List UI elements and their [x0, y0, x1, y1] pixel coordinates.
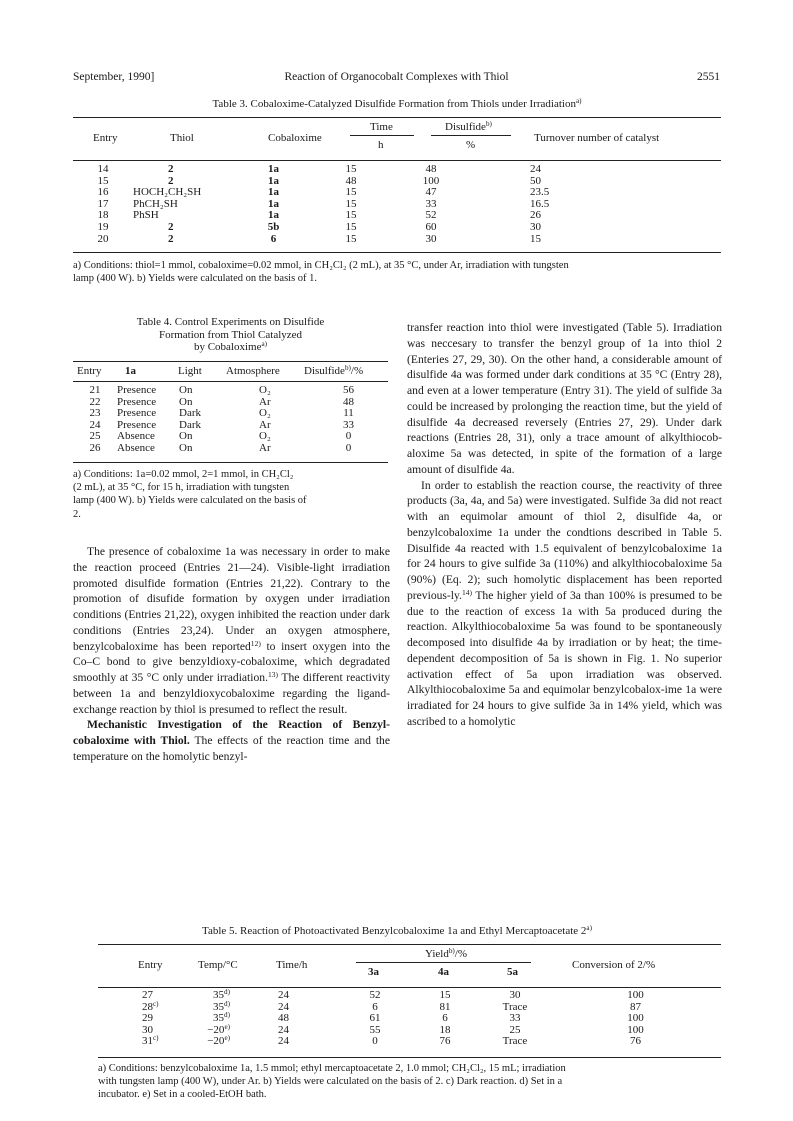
table5-cell-temp-value: −20	[207, 1023, 225, 1036]
table3-cell-time: 15	[345, 209, 357, 222]
table3-footnote-line2: lamp (400 W). b) Yields were calculated on the basis of 1.	[73, 273, 318, 285]
table4-caption-line2: Formation from Thiol Catalyzed	[158, 328, 303, 341]
table5-cell-3a: 52	[369, 989, 381, 1001]
table3-unit-percent: %	[466, 139, 476, 151]
table3-unit-h: h	[378, 139, 384, 151]
table5-cell-5a: 33	[509, 1012, 521, 1025]
table5-subheader-5a: 5a	[507, 966, 518, 978]
table4-caption-note: a)	[261, 340, 268, 348]
table3-header-thiol: Thiol	[170, 132, 194, 144]
table4-caption-line1: Table 4. Control Experiments on Disulfide	[136, 316, 325, 328]
table3-cell-cobaloxime: 5b	[267, 220, 280, 233]
table3-cell-turnover: 23.5	[530, 186, 550, 199]
table4-cell-atmosphere: O₂	[259, 384, 271, 396]
table3-cell-thiol: 2	[168, 220, 174, 233]
table3-cell-turnover: 30	[530, 220, 541, 233]
table5-cell-temp-value: 35	[213, 1000, 225, 1013]
table4-footnote-line4: 2.	[73, 508, 81, 520]
table4-cell-atmosphere: Ar	[259, 441, 271, 454]
table3-cell-disulfide: 48	[425, 163, 437, 175]
table4-cell-entry: 23	[89, 407, 101, 420]
table5-cell-temp-value: −20	[207, 1035, 225, 1048]
table4-top-rule	[73, 361, 388, 362]
table5-bottom-rule	[98, 1057, 721, 1058]
table5-caption-text: Table 5. Reaction of Photoactivated Benzylcobaloxime 1a and Ethyl Mercaptoacetate 2	[202, 925, 587, 937]
table3-cell-time: 15	[345, 197, 357, 210]
table4-header	[73, 365, 388, 379]
table5-cell-entry	[98, 999, 178, 1014]
table4-cell-1a: Presence	[117, 384, 157, 396]
table5-body	[98, 990, 721, 1048]
table3-bottom-rule	[73, 252, 721, 253]
table5-cell-conversion: 100	[627, 1023, 644, 1036]
table5-header	[98, 946, 721, 986]
table5-cell-time: 24	[278, 1000, 289, 1013]
table5-cell-entry-value: 27	[142, 989, 153, 1001]
table4-cell-disulfide: 0	[345, 441, 352, 454]
table5-cell-3a: 55	[369, 1023, 381, 1036]
table5-header-yield-note: b)	[448, 947, 455, 955]
table5-cell-conversion: 76	[630, 1035, 641, 1048]
table5-cell-5a: Trace	[502, 1035, 528, 1048]
table5-header-temp: Temp/°C	[198, 959, 238, 971]
table5-cell-5a: 25	[509, 1023, 521, 1036]
table4-header-disulfide: Disulfide	[304, 365, 345, 377]
table3-cell-time: 15	[345, 220, 357, 233]
table4-cell-atmosphere: O₂	[259, 407, 271, 420]
table5-row	[98, 1025, 721, 1037]
table5-cell-entry	[98, 1013, 178, 1025]
table3-cell-disulfide: 52	[425, 209, 437, 222]
table4-cell-disulfide: 33	[343, 418, 354, 431]
page-number: 2551	[697, 71, 720, 83]
table5-cell-5a: 30	[509, 989, 521, 1001]
table5-cell-4a: 76	[439, 1035, 451, 1048]
table4-cell-disulfide: 0	[345, 430, 352, 443]
table3-cell-time: 15	[345, 163, 357, 175]
table3-cell-entry: 16	[97, 186, 109, 199]
table3-header-turnover: Turnover number of catalyst	[534, 132, 660, 144]
table3-header-disulfide	[445, 121, 492, 133]
left-paragraph-1-part2: to insert oxygen into the Co–C bond to give benzyldioxy-cobaloxime, which degradated smoothly at 35 °C only under irradiation.	[73, 639, 390, 684]
table3-cell-entry: 14	[97, 163, 109, 175]
table3-cell-time: 15	[345, 186, 357, 199]
table4-header-unit: /%	[350, 365, 364, 377]
table4-footnote	[73, 468, 393, 521]
table5-cell-temp-value: 35	[213, 1012, 225, 1025]
table5-row	[98, 1036, 721, 1048]
table3-cell-disulfide: 47	[425, 186, 437, 199]
table3-cell-thiol: 2	[168, 232, 174, 245]
table5-caption-note: a)	[586, 924, 592, 932]
table5-cell-conversion: 100	[627, 1012, 644, 1025]
table4-cell-1a: Presence	[117, 418, 157, 431]
table4-caption	[73, 316, 388, 354]
table3-cell-thiol: PhSH	[133, 209, 159, 222]
table3-cell-disulfide: 100	[422, 174, 440, 187]
table5-cell-entry	[98, 990, 178, 1002]
table4-cell-1a: Absence	[117, 441, 155, 454]
table5-cell-time: 24	[278, 989, 289, 1001]
table4-header-entry: Entry	[77, 365, 102, 377]
table3-cell-disulfide: 30	[425, 232, 437, 245]
right-paragraph-1: transfer reaction into thiol were investigated (Table 5). Irradiation was neccesary to transfer the benzyl group of 1a into thiol 2 (Enteries 27, 29, 30). On the other hand, a considerable amount of disulfide 4a was formed under dark conditions at 35 °C (Entry 28), and even at a lower temperature (Entry 31). The yield of sulfide 3a could be increased by prolonging the reaction time, but the yield of disulfide 4a decreased reversely (Entries 27, 29). Under dark reactions (Entries 28, 31), only a trace amount of alkylthiocob-aloxime 5a was detected, in spite of the formation of a large amount of disulfide 4a.	[407, 321, 722, 476]
table5-cell-entry-note: c)	[153, 1034, 159, 1043]
table4-cell-1a: Presence	[117, 395, 157, 408]
table3-cell-entry: 20	[97, 232, 109, 245]
table3-footnote	[73, 259, 733, 285]
table3-mid-rule	[73, 160, 721, 161]
table3-cell-time: 15	[345, 232, 357, 245]
table4-cell-disulfide: 11	[343, 407, 354, 420]
table5-cell-entry-value: 29	[142, 1012, 153, 1025]
table5-yield-rule	[356, 962, 531, 963]
table4-cell-disulfide: 48	[343, 395, 354, 408]
table3-cell-cobaloxime: 1a	[268, 163, 279, 175]
table3-header-entry: Entry	[93, 132, 118, 144]
table3-header-time: Time	[370, 121, 393, 133]
table4-header-atmosphere: Atmosphere	[226, 365, 280, 377]
table4-caption-line3: by Cobaloxime	[193, 341, 262, 353]
table3-disulfide-rule	[431, 135, 511, 136]
table4-cell-entry: 21	[89, 384, 101, 396]
left-paragraph-2	[73, 717, 390, 764]
table5-cell-entry-value: 31	[142, 1035, 153, 1048]
section-heading: Mechanistic Investigation of the Reaction of Benzyl-cobaloxime with Thiol.	[73, 718, 390, 747]
table3-cell-cobaloxime: 1a	[268, 209, 279, 222]
left-paragraph-1	[73, 544, 390, 717]
table5-row	[98, 990, 721, 1002]
table5-cell-3a: 0	[372, 1035, 378, 1048]
table4-cell-light: On	[179, 430, 193, 443]
table5-cell-4a: 6	[442, 1012, 448, 1025]
table5-cell-4a: 81	[439, 1000, 451, 1013]
table5-cell-entry	[98, 1036, 178, 1048]
left-column-text	[73, 544, 390, 765]
table3-caption	[73, 98, 721, 110]
table4-row	[73, 443, 388, 455]
table4-row	[73, 385, 388, 397]
table4-footnote-line1: a) Conditions: 1a=0.02 mmol, 2=1 mmol, in CH₂Cl₂	[73, 469, 294, 480]
table4-footnote-line2: (2 mL), at 35 °C, for 15 h, irradiation with tungsten	[73, 482, 290, 494]
table3-header	[73, 119, 721, 159]
table4-cell-entry: 22	[89, 395, 101, 408]
table5-cell-entry-value: 28	[142, 1000, 153, 1013]
table3-caption-text: Table 3. Cobaloxime-Catalyzed Disulfide Formation from Thiols under Irradiation	[212, 98, 576, 110]
table5-footnote-line2: with tungsten lamp (400 W), under Ar. b) Yields were calculated on the basis of 2. c) Dark reaction. d) Set in a	[98, 1076, 563, 1088]
table4-cell-light: On	[179, 384, 193, 396]
table3-cell-cobaloxime: 6	[270, 232, 277, 245]
table3-cell-turnover: 24	[530, 163, 541, 175]
table3-cell-thiol: 2	[168, 163, 174, 175]
table5-cell-entry-note: c)	[153, 999, 159, 1008]
table5-cell-conversion: 87	[630, 1000, 641, 1013]
table3-cell-turnover: 16.5	[530, 197, 550, 210]
table3-cell-turnover: 50	[530, 174, 541, 187]
table5-cell-entry	[98, 1025, 178, 1037]
table3-cell-cobaloxime: 1a	[268, 186, 279, 199]
left-paragraph-1-part3: The different reactivity between 1a and benzyldioxycobaloxime regarding the ligand-exchange reaction by thiol is presumed to reflect the result.	[73, 671, 390, 716]
table3-cell-disulfide: 60	[425, 220, 437, 233]
table3-row	[73, 164, 721, 176]
table3-time-rule	[350, 135, 414, 136]
table3-cell-entry: 18	[97, 209, 109, 222]
table5-cell-4a: 18	[439, 1023, 451, 1036]
table4-cell-atmosphere: O₂	[259, 430, 271, 443]
table5-cell-4a: 15	[439, 989, 451, 1001]
table5-cell-3a: 6	[372, 1000, 378, 1013]
table3-header-disulfide-text: Disulfide	[445, 121, 486, 133]
table4-cell-disulfide: 56	[343, 384, 354, 396]
table3-row	[73, 199, 721, 211]
table3-caption-note: a)	[575, 97, 582, 105]
table3-cell-entry: 17	[97, 197, 109, 210]
left-paragraph-2-text: The effects of the reaction time and the temperature on the homolytic benzyl-	[73, 734, 390, 763]
table5-cell-time: 24	[278, 1035, 289, 1048]
table5-header-conversion: Conversion of 2/%	[572, 959, 656, 971]
table5-cell-3a: 61	[369, 1012, 381, 1025]
table3-cell-entry: 15	[97, 174, 109, 187]
table5-subheader-3a: 3a	[368, 966, 379, 978]
table5-cell-temp-note: e)	[224, 1034, 230, 1043]
table5-cell-5a: Trace	[502, 1000, 528, 1013]
table4-body	[73, 385, 388, 455]
table5-footnote	[98, 1062, 728, 1102]
table4-cell-light: On	[179, 441, 193, 454]
table3-cell-entry: 19	[97, 220, 109, 233]
table4-cell-light: On	[179, 395, 193, 408]
table3-cell-disulfide: 33	[425, 197, 437, 210]
table5-cell-time: 48	[278, 1012, 289, 1025]
running-header-title: Reaction of Organocobalt Complexes with Thiol	[284, 71, 509, 83]
table4-cell-atmosphere: Ar	[259, 418, 271, 431]
running-header-left: September, 1990]	[73, 71, 155, 83]
right-paragraph-2	[407, 478, 722, 730]
table5-mid-rule	[98, 987, 721, 988]
table5-cell-temp-value: 35	[213, 989, 225, 1001]
table3-row	[73, 234, 721, 246]
table5-cell-temp-note: e)	[224, 1022, 230, 1031]
table5-top-rule	[98, 944, 721, 945]
table3-footnote-line1: a) Conditions: thiol=1 mmol, cobaloxime=0.02 mmol, in CH₂Cl₂ (2 mL), at 35 °C, under Ar, irradiation with tungsten	[73, 260, 569, 271]
table5-subheader-4a: 4a	[438, 966, 449, 978]
table4-bottom-rule	[73, 462, 388, 463]
table4-footnote-line3: lamp (400 W). b) Yields were calculated on the basis of	[73, 495, 307, 507]
table5-footnote-line1: a) Conditions: benzylcobaloxime 1a, 1.5 mmol; ethyl mercaptoacetate 2, 1.0 mmol; CH₂Cl₂, 15 mL; irradiation	[98, 1063, 566, 1074]
table5-header-time: Time/h	[276, 959, 308, 971]
table4-cell-entry: 26	[89, 441, 101, 454]
right-paragraph-2-part2: The higher yield of 3a than 100% is presumed to be due to the reaction of excess 1a with 5a produced during the reaction. Alkylthiocobaloxime 5a was found to be spontaneously decomposed into disulfide 4a by irradiation or by heat; the time-dependent decomposition of 5a is shown in Fig. 1. No superior activation effect of 5a upon irradiation was observed. Alkylthiocobaloxime 5a and equimolar benzylcobalox-ime 1a were irradiated for 24 hours to give sulfide 3a in 14% yield, which was ascribed to a homolytic	[407, 588, 722, 728]
table5-cell-temp	[178, 1036, 270, 1048]
table5-header-yield: Yield	[425, 948, 449, 960]
table3-cell-turnover: 15	[530, 232, 541, 245]
table3-cell-cobaloxime: 1a	[268, 174, 279, 187]
table3-cell-thiol: PhCH₂SH	[133, 197, 178, 210]
table4-header-light: Light	[178, 365, 202, 377]
table3-cell-thiol: 2	[168, 174, 174, 187]
table4-mid-rule	[73, 381, 388, 382]
table3-cell-cobaloxime: 1a	[268, 197, 279, 210]
table4-header-1a: 1a	[125, 365, 136, 377]
right-paragraph-2-part1: In order to establish the reaction course, the reactivity of three products (3a, 4a, and 5a) were investigated. Sulfide 3a did not react with an equimolar amount of thiol 2, disulfide 4a, or benzylcobaloxime 1a under the condtions described in Table 5. Disulfide 4a reacted with 1.5 equivalent of benzylcobaloxime 1a for 24 hours to give sulfide 3a (110%) and alkylthiocobaloxime 5a (90%) (Eq. 2); such homolytic displacement has been reported previous-ly.	[407, 478, 722, 602]
table4-cell-light: Dark	[179, 418, 201, 431]
table5-cell-temp-note: d)	[224, 999, 230, 1008]
left-paragraph-1-part1: The presence of cobaloxime 1a was necessary in order to make the reaction proceed (Entries 21—24). Visible-light irradiation promoted disulfide formation (Entries 21,22). Contrary to the promotion of disufide formation by oxygen under irradiation conditions (Entries 21,22), oxygen inhibited the reaction under dark conditions (Entries 23,24). Under an oxygen atmosphere, benzylcobaloxime has been reported	[73, 545, 390, 653]
table4-cell-1a: Presence	[117, 407, 157, 420]
table3-header-cobaloxime: Cobaloxime	[268, 132, 322, 144]
table4-cell-entry: 24	[89, 418, 101, 431]
table3-cell-thiol: HOCH₂CH₂SH	[133, 186, 202, 199]
ref-12: 12)	[250, 638, 261, 648]
table3-cell-turnover: 26	[530, 209, 541, 222]
table5-header-yield-unit: /%	[454, 948, 468, 960]
ref-14: 14)	[461, 587, 472, 597]
table5-cell-conversion: 100	[627, 989, 644, 1001]
table5-cell-temp-note: d)	[224, 1011, 230, 1020]
table3-header-disulfide-note: b)	[485, 120, 492, 128]
table3-row	[73, 222, 721, 234]
table5-header-entry: Entry	[138, 959, 163, 971]
table3-cell-time: 48	[345, 174, 357, 187]
table3-body	[73, 164, 721, 245]
ref-13: 13)	[268, 670, 279, 679]
table4-header-disulfide-note: b)	[344, 364, 351, 372]
table5-footnote-line3: incubator. e) Set in a cooled-EtOH bath.	[98, 1089, 267, 1101]
table5-cell-time: 24	[278, 1023, 289, 1036]
table4-cell-atmosphere: Ar	[259, 395, 271, 408]
table4-cell-entry: 25	[89, 430, 101, 443]
table5-cell-entry-value: 30	[142, 1023, 153, 1036]
right-column-text	[407, 320, 722, 730]
table3-top-rule	[73, 117, 721, 118]
table4-cell-light: Dark	[179, 407, 201, 420]
table5-caption	[73, 925, 721, 937]
table5-cell-temp-note: d)	[224, 988, 230, 996]
table4-cell-1a: Absence	[117, 430, 155, 443]
